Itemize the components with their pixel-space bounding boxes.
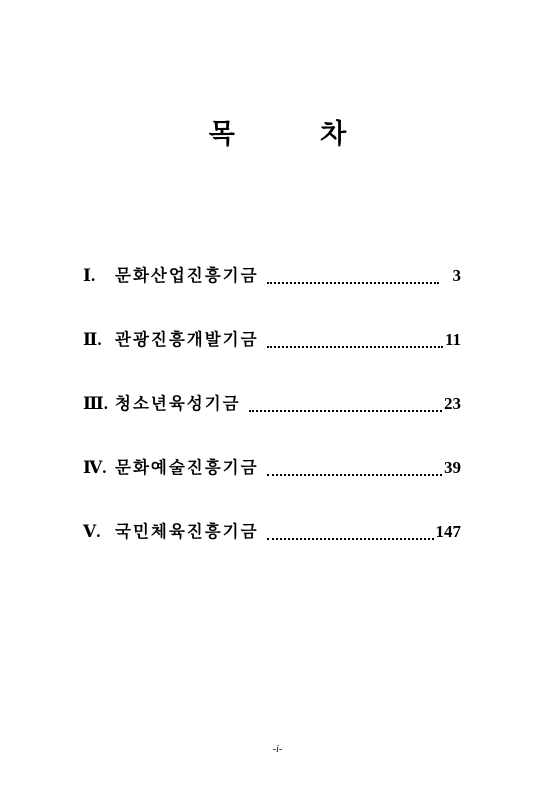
toc-entry-2[interactable] xyxy=(83,326,461,352)
toc-entry-number: Ⅰ. xyxy=(83,266,96,285)
toc-entry-4[interactable] xyxy=(83,454,461,480)
table-of-contents xyxy=(83,262,461,582)
page-title: 목 차 xyxy=(208,119,385,150)
toc-leader-dots xyxy=(249,410,442,412)
toc-entry-label: 국민체육진흥기금 xyxy=(115,522,259,541)
toc-entry-label: 관광진흥개발기금 xyxy=(115,330,259,349)
toc-leader-dots xyxy=(267,282,439,284)
toc-entry-1[interactable] xyxy=(83,262,461,288)
toc-leader-dots xyxy=(267,474,442,476)
toc-entry-number: Ⅱ. xyxy=(83,330,102,349)
toc-entry-label: 청소년육성기금 xyxy=(115,394,241,413)
toc-entry-label: 문화산업진흥기금 xyxy=(115,266,259,285)
toc-entry-page: 147 xyxy=(435,522,461,541)
toc-entry-label: 문화예술진흥기금 xyxy=(115,458,259,477)
page-number-footer: -i- xyxy=(272,744,283,755)
toc-entry-number: Ⅴ. xyxy=(83,522,101,541)
toc-entry-3[interactable] xyxy=(83,390,461,416)
toc-leader-dots xyxy=(267,346,443,348)
toc-entry-number: Ⅳ. xyxy=(83,458,107,477)
toc-entry-number: Ⅲ. xyxy=(83,394,108,413)
toc-entry-page: 39 xyxy=(444,458,461,477)
toc-entry-5[interactable] xyxy=(83,518,461,544)
toc-entry-page: 11 xyxy=(444,330,461,349)
toc-leader-dots xyxy=(267,538,434,540)
toc-entry-page: 3 xyxy=(452,266,461,285)
toc-entry-page: 23 xyxy=(444,394,461,413)
